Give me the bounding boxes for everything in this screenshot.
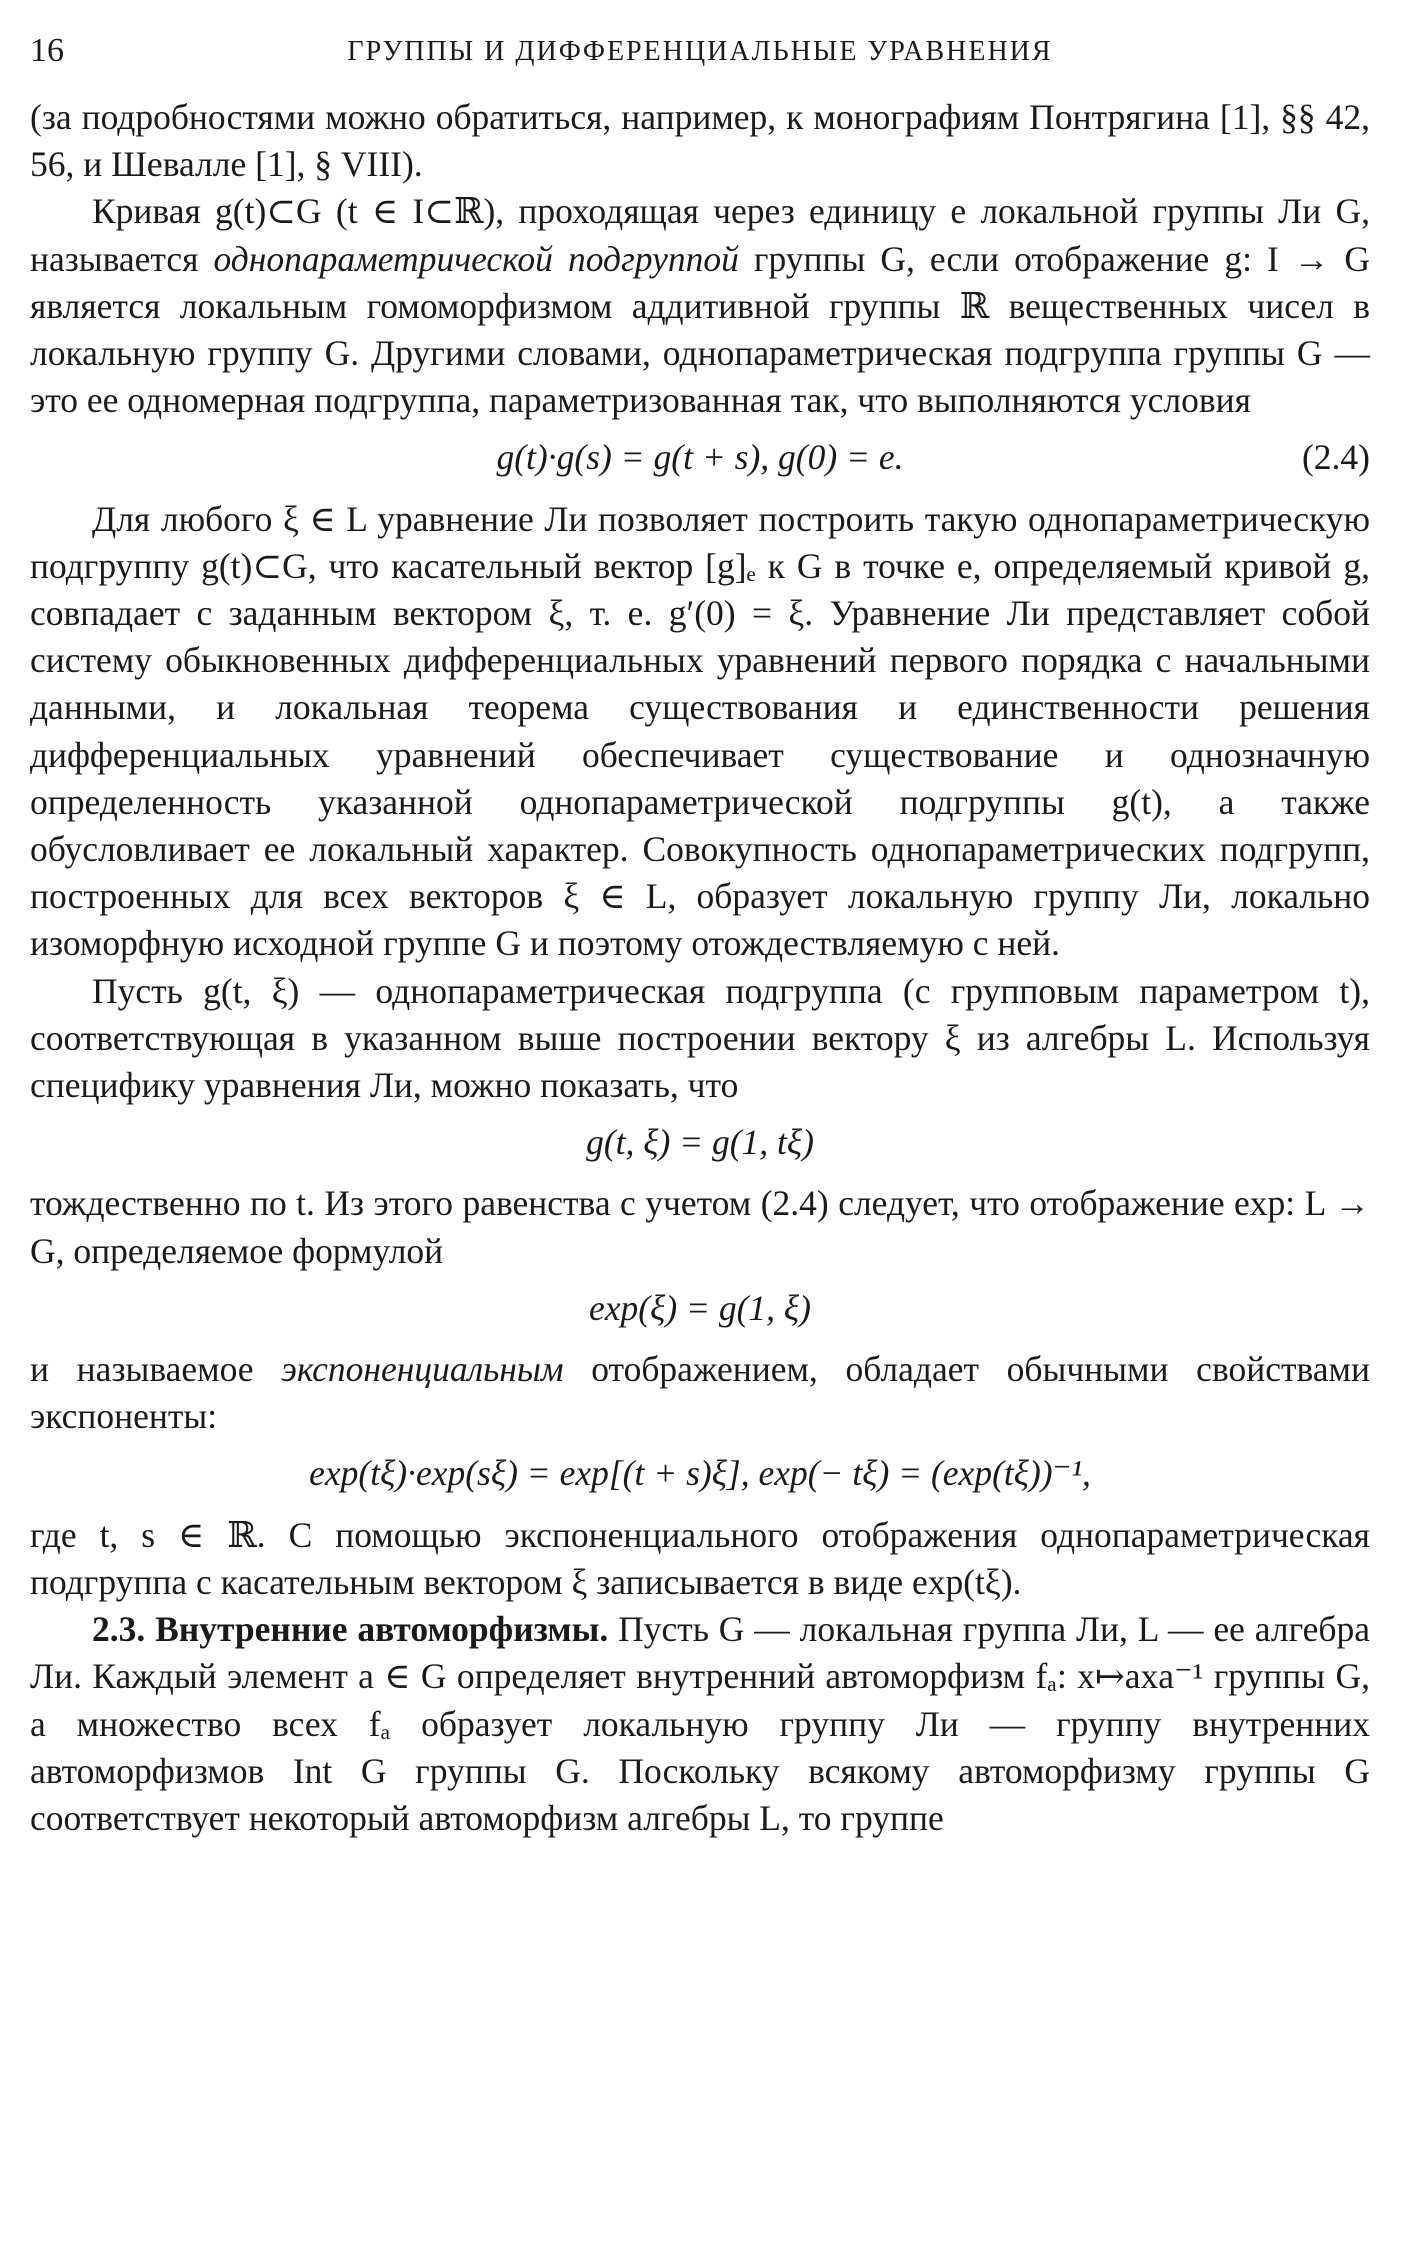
formula-exp-definition-body: exp(ξ) = g(1, ξ) [589, 1287, 811, 1328]
paragraph-exp-map: тождественно по t. Из этого равенства с учетом (2.4) следует, что отображение exp: L → G, определяемое формулой [30, 1183, 1370, 1271]
section-2-3 [30, 1606, 1370, 1842]
page-number: 16 [30, 32, 64, 69]
section-body: Пусть G — локальная группа Ли, L — ее алгебра Ли. Каждый элемент a ∈ G определяет внутренний автоморфизм fₐ: x↦axa⁻¹ группы G, а множество всех fₐ образует локальную группу Ли — группу внутренних автоморфизмов Int G группы G. Поскольку всякому автоморфизму группы G соответствует некоторый автоморфизм алгебры L, то группе [30, 1609, 1370, 1838]
paragraph-lie-equation: Для любого ξ ∈ L уравнение Ли позволяет построить такую однопараметрическую подгруппу g(t)⊂G, что касательный вектор [g]ₑ к G в точке e, определяемый кривой g, совпадает с заданным вектором ξ, т. е. g′(0) = ξ. Уравнение Ли представляет собой систему обыкновенных дифференциальных уравнений первого порядка с начальными данными, и локальная теорема существования и единственности решения дифференциальных уравнений обеспечивает существование и однозначную определенность указанной однопараметрической подгруппы g(t), а также обусловливает ее локальный характер. Совокупность однопараметрических подгрупп, построенных для всех векторов ξ ∈ L, образует локальную группу Ли, локально изоморфную исходной группе G и поэтому отождествляемую с ней. [30, 498, 1370, 964]
exponential-text-end: отображением, обладает обычными свойствами экспоненты: [30, 1349, 1370, 1437]
definition-text-end: группы G, если отображение g: I → G является локальным гомоморфизмом аддитивной группы ℝ вещественных чисел в локальную группу G. Другими словами, однопараметрическая подгруппа группы G — это ее одномерная подгруппа, параметризованная так, что выполняются условия [30, 238, 1370, 421]
paragraph-definition [30, 188, 1370, 424]
formula-exp-properties-body: exp(tξ)·exp(sξ) = exp[(t + s)ξ], exp(− tξ) = (exp(tξ))⁻¹, [309, 1453, 1091, 1494]
exponential-term: экспоненциальным [281, 1349, 564, 1390]
paragraph-exp-notation: где t, s ∈ ℝ. С помощью экспоненциального отображения однопараметрическая подгруппа с касательным вектором ξ записывается в виде exp(tξ). [30, 1514, 1370, 1602]
formula-2-4-body: g(t)·g(s) = g(t + s), g(0) = e. [496, 437, 904, 478]
document-page [30, 22, 1370, 1842]
page-header [30, 22, 1370, 82]
formula-2-4 [30, 434, 1370, 481]
section-heading: 2.3. Внутренние автоморфизмы. [92, 1609, 609, 1650]
running-title: ГРУППЫ И ДИФФЕРЕНЦИАЛЬНЫЕ УРАВНЕНИЯ [347, 36, 1053, 67]
formula-g-t-xi-body: g(t, ξ) = g(1, tξ) [586, 1122, 814, 1163]
exponential-text-start: и называемое [30, 1349, 282, 1390]
definition-text-start: Кривая g(t)⊂G (t ∈ I⊂ℝ), проходящая через единицу e локальной группы Ли G, называется [30, 191, 1370, 279]
paragraph-one-parameter: Пусть g(t, ξ) — однопараметрическая подгруппа (с групповым параметром t), соответствующая в указанном выше построении вектору ξ из алгебры L. Используя специфику уравнения Ли, можно показать, что [30, 970, 1370, 1106]
paragraph-continuation: (за подробностями можно обратиться, например, к монографиям Понтрягина [1], §§ 42, 56, и Шевалле [1], § VIII). [30, 97, 1370, 185]
definition-term: однопараметрической подгруппой [213, 238, 739, 279]
formula-exp-definition [30, 1285, 1370, 1332]
equation-number: (2.4) [1301, 437, 1370, 478]
paragraph-exponential [30, 1346, 1370, 1440]
formula-g-t-xi [30, 1119, 1370, 1166]
formula-exp-properties [30, 1450, 1370, 1497]
